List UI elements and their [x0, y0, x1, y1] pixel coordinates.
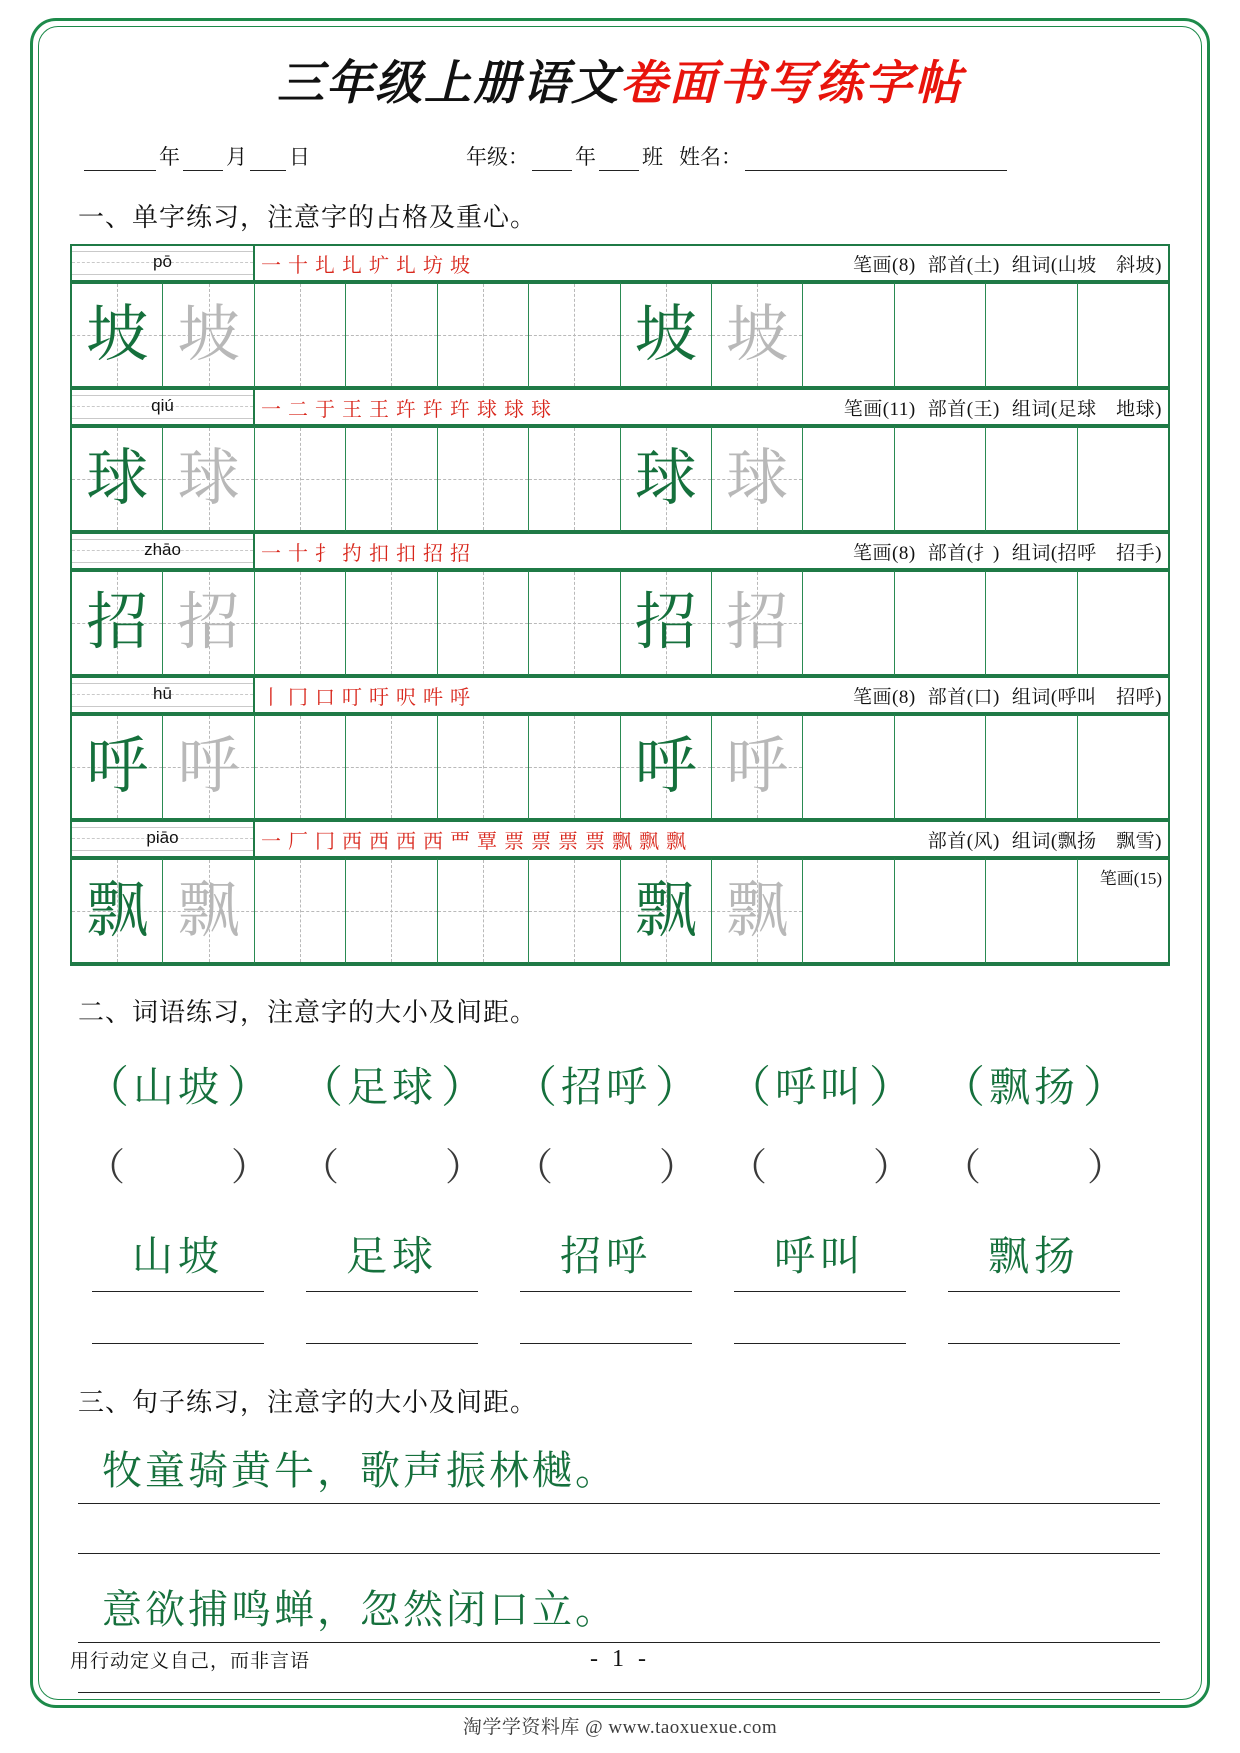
tianzige-cell[interactable] [621, 570, 712, 676]
word-practice-row-filled [78, 1051, 1170, 1115]
tianzige-cell[interactable] [1078, 426, 1168, 532]
tianzige-cell[interactable] [621, 714, 712, 820]
word-text: 招呼 [560, 1233, 652, 1279]
related-words-label: 组词(呼叫 招呼) [1011, 686, 1162, 708]
tianzige-cell[interactable] [346, 858, 437, 964]
stroke-step: 一 [261, 828, 281, 853]
stroke-count-label: 笔画(8) [853, 542, 916, 564]
model-character-solid: 招 [634, 589, 697, 657]
stroke-order-cell [255, 678, 841, 712]
word-text: 飘扬 [989, 1063, 1079, 1110]
stroke-step: 圠 [315, 252, 335, 277]
paren-open-icon: （ [299, 1063, 343, 1112]
character-grid-row [71, 425, 1169, 533]
model-character-solid: 坡 [86, 301, 149, 369]
word-underline-blank[interactable] [292, 1326, 492, 1344]
stroke-order-cell [255, 246, 841, 280]
paren-close-icon: ） [873, 1146, 912, 1189]
tianzige-cell[interactable] [72, 858, 163, 964]
character-grid-row [71, 281, 1169, 389]
stroke-step: 丨 [261, 684, 281, 709]
character-info-row [71, 389, 1169, 425]
stroke-step: 十 [288, 540, 308, 565]
stroke-step: 覀 [450, 828, 470, 853]
stroke-step: 票 [585, 828, 605, 853]
stroke-count-label: 笔画(11) [843, 398, 916, 420]
tianzige-cell[interactable] [163, 570, 254, 676]
tianzige-cell[interactable] [72, 426, 163, 532]
date-field[interactable] [84, 141, 313, 171]
tianzige-cell[interactable] [529, 426, 620, 532]
stroke-step: 飘 [639, 828, 659, 853]
page-content [70, 30, 1170, 1699]
tianzige-cell[interactable] [163, 858, 254, 964]
character-grid-cell [71, 569, 1169, 677]
stroke-step: 于 [315, 396, 335, 421]
stroke-step: 十 [288, 252, 308, 277]
model-character-solid: 飘 [634, 877, 697, 945]
character-info-cell [71, 821, 1169, 857]
stroke-step: 球 [504, 396, 524, 421]
year-label: 年 [159, 145, 180, 169]
paren-close-icon: ） [869, 1063, 913, 1112]
word-paren-filled [934, 1051, 1134, 1115]
tianzige-cell[interactable] [1078, 282, 1168, 388]
tianzige-cell[interactable] [438, 426, 529, 532]
word-blank-space[interactable] [720, 1326, 920, 1338]
word-text: 呼叫 [774, 1233, 866, 1279]
paren-close-icon: ） [1083, 1063, 1127, 1112]
tianzige-cell[interactable] [803, 858, 894, 964]
stroke-step: 二 [288, 396, 308, 421]
sentence-line-2b[interactable] [78, 1691, 1160, 1693]
word-text: 山坡 [133, 1063, 223, 1110]
tianzige-cell[interactable] [529, 282, 620, 388]
stroke-step: 厂 [288, 828, 308, 853]
stroke-step: 叮 [342, 684, 362, 709]
pinyin-box [72, 678, 255, 712]
tianzige-cell[interactable] [72, 282, 163, 388]
word-underline[interactable] [734, 1286, 906, 1292]
word-line-row-blank[interactable] [78, 1326, 1170, 1344]
paren-open-icon: （ [728, 1146, 767, 1189]
character-meta-info [841, 534, 1168, 568]
tianzige-cell[interactable] [346, 282, 437, 388]
paren-close-icon: ） [441, 1063, 485, 1112]
stroke-step: 票 [558, 828, 578, 853]
stroke-step: 冂 [315, 828, 335, 853]
word-blank-space[interactable] [934, 1326, 1134, 1338]
stroke-step: 圠 [396, 252, 416, 277]
character-meta-info [841, 678, 1168, 712]
character-info-row [71, 821, 1169, 857]
paren-open-icon: （ [513, 1063, 557, 1112]
word-underline-filled [506, 1223, 706, 1292]
model-character-solid: 飘 [86, 877, 149, 945]
tianzige-cell[interactable] [346, 426, 437, 532]
stroke-step: 飘 [612, 828, 632, 853]
tianzige-cell[interactable] [529, 858, 620, 964]
tianzige-cell[interactable] [712, 714, 803, 820]
stroke-step: 玝 [423, 396, 443, 421]
character-info-row [71, 245, 1169, 281]
word-paren-filled [506, 1051, 706, 1115]
sentence-text-1: 牧童骑黄牛，歌声振林樾。 [102, 1448, 618, 1493]
grade-field[interactable] [463, 141, 666, 171]
section-1-heading: 一、单字练习，注意字的占格及重心。 [78, 203, 538, 232]
word-underline-blank[interactable] [78, 1326, 278, 1344]
word-paren-blank[interactable] [506, 1137, 706, 1189]
grade-unit-label: 年 [575, 145, 596, 169]
tianzige-cell[interactable] [621, 282, 712, 388]
word-blank-space[interactable] [78, 1326, 278, 1338]
stroke-step: 扣 [396, 540, 416, 565]
word-practice-row-blank[interactable] [78, 1137, 1170, 1189]
tianzige-cell[interactable] [895, 858, 986, 964]
pinyin-text: zhāo [144, 540, 181, 559]
word-underline-filled [292, 1223, 492, 1292]
tianzige-cell[interactable] [712, 858, 803, 964]
word-blank-space[interactable] [292, 1326, 492, 1338]
footer-page-number: - 1 - [590, 1646, 650, 1672]
model-character-solid: 呼 [634, 733, 697, 801]
paren-open-icon: （ [514, 1146, 553, 1189]
stroke-step: 吁 [369, 684, 389, 709]
model-character-ghost: 球 [726, 445, 789, 513]
grade-label: 年级： [466, 145, 529, 169]
character-grid-cell [71, 713, 1169, 821]
tianzige-cell[interactable] [1078, 570, 1168, 676]
model-character-ghost: 坡 [177, 301, 240, 369]
paren-close-icon: ） [655, 1063, 699, 1112]
word-underline-filled [934, 1223, 1134, 1292]
tianzige-cell[interactable] [986, 714, 1077, 820]
model-character-ghost: 飘 [177, 877, 240, 945]
word-underline[interactable] [948, 1286, 1120, 1292]
tianzige-cell[interactable] [438, 714, 529, 820]
stroke-step: 一 [261, 540, 281, 565]
stroke-step: 飘 [666, 828, 686, 853]
word-paren-blank[interactable] [934, 1137, 1134, 1189]
word-text: 招呼 [561, 1063, 651, 1110]
character-info-cell [71, 389, 1169, 425]
word-paren-filled [292, 1051, 492, 1115]
word-underline-blank[interactable] [506, 1326, 706, 1344]
tianzige-cell[interactable] [895, 282, 986, 388]
stroke-step: 坊 [423, 252, 443, 277]
tianzige-cell[interactable] [712, 426, 803, 532]
paren-open-icon: （ [727, 1063, 771, 1112]
tianzige-cell[interactable] [529, 714, 620, 820]
tianzige-cell[interactable] [438, 282, 529, 388]
stroke-order-cell [255, 534, 841, 568]
stroke-step: 西 [423, 828, 443, 853]
model-character-solid: 呼 [86, 733, 149, 801]
tianzige-cell[interactable] [712, 282, 803, 388]
stroke-step: 圹 [369, 252, 389, 277]
radical-label: 部首(扌) [927, 542, 1000, 564]
stroke-step: 呎 [396, 684, 416, 709]
tianzige-cell[interactable] [986, 858, 1077, 964]
word-paren-blank[interactable] [292, 1137, 492, 1189]
tianzige-cell[interactable] [1078, 858, 1168, 964]
tianzige-cell[interactable] [72, 570, 163, 676]
pinyin-box [72, 390, 255, 424]
stroke-step: 玝 [450, 396, 470, 421]
tianzige-cell[interactable] [803, 282, 894, 388]
stroke-step: 吽 [423, 684, 443, 709]
stroke-order-cell [255, 822, 916, 856]
word-text: 足球 [346, 1233, 438, 1279]
radical-label: 部首(土) [927, 254, 1000, 276]
stroke-step: 呼 [450, 684, 470, 709]
word-underline-filled [78, 1223, 278, 1292]
page-footer [70, 1646, 1170, 1673]
radical-label: 部首(风) [927, 830, 1000, 852]
character-info-cell [71, 245, 1169, 281]
stroke-step: 票 [504, 828, 524, 853]
model-character-solid: 招 [86, 589, 149, 657]
stroke-step: 西 [369, 828, 389, 853]
paren-open-icon: （ [86, 1146, 125, 1189]
paren-open-icon: （ [300, 1146, 339, 1189]
related-words-label: 组词(招呼 招手) [1011, 542, 1162, 564]
word-underline-blank[interactable] [934, 1326, 1134, 1344]
character-meta-info [916, 822, 1168, 856]
pinyin-text: qiú [151, 396, 174, 415]
pinyin-text: hū [153, 684, 172, 703]
tianzige-cell[interactable] [621, 858, 712, 964]
tianzige-cell[interactable] [255, 858, 346, 964]
model-character-ghost: 招 [726, 589, 789, 657]
tianzige-cell[interactable] [346, 570, 437, 676]
model-character-ghost: 坡 [726, 301, 789, 369]
stroke-step: 扣 [369, 540, 389, 565]
paren-open-icon: （ [85, 1063, 129, 1112]
tianzige-cell[interactable] [986, 426, 1077, 532]
stroke-step: 扚 [342, 540, 362, 565]
related-words-label: 组词(飘扬 飘雪) [1011, 830, 1162, 852]
section-3-heading: 三、句子练习，注意字的大小及间距。 [78, 1388, 538, 1417]
word-paren-blank[interactable] [78, 1137, 278, 1189]
character-info-row [71, 677, 1169, 713]
stroke-step: 票 [531, 828, 551, 853]
character-info-cell [71, 677, 1169, 713]
word-underline-filled [720, 1223, 920, 1292]
stroke-step: 西 [396, 828, 416, 853]
word-paren-filled [720, 1051, 920, 1115]
paren-close-icon: ） [231, 1146, 270, 1189]
related-words-label: 组词(山坡 斜坡) [1011, 254, 1162, 276]
word-underline[interactable] [92, 1286, 264, 1292]
stroke-step: 一 [261, 396, 281, 421]
pinyin-text: piāo [146, 828, 179, 847]
tianzige-cell[interactable] [346, 714, 437, 820]
day-label: 日 [289, 145, 310, 169]
name-field[interactable] [676, 141, 1007, 171]
year-blank[interactable] [84, 147, 156, 171]
watermark-text: 淘学学资料库 @ www.taoxuexue.com [462, 1717, 778, 1738]
word-paren-blank[interactable] [720, 1137, 920, 1189]
tianzige-cell[interactable] [803, 714, 894, 820]
tianzige-cell[interactable] [255, 570, 346, 676]
tianzige-cell[interactable] [438, 570, 529, 676]
word-line-row-filled [78, 1223, 1170, 1292]
word-text: 足球 [347, 1063, 437, 1110]
class-blank[interactable] [599, 147, 639, 171]
tianzige-cell[interactable] [1078, 714, 1168, 820]
character-grid-cell [71, 425, 1169, 533]
stroke-count-label: 笔画(8) [853, 686, 916, 708]
tianzige-cell[interactable] [803, 570, 894, 676]
tianzige-cell[interactable] [712, 570, 803, 676]
character-grid-row [71, 857, 1169, 965]
name-label: 姓名： [679, 145, 742, 169]
paren-close-icon: ） [659, 1146, 698, 1189]
tianzige-cell[interactable] [621, 426, 712, 532]
tianzige-cell[interactable] [986, 570, 1077, 676]
stroke-step: 圠 [342, 252, 362, 277]
title-red-part: 卷面书写练字帖 [620, 58, 963, 110]
tianzige-cell[interactable] [163, 282, 254, 388]
student-info-line [70, 141, 1170, 171]
pinyin-box [72, 534, 255, 568]
tianzige-cell[interactable] [72, 714, 163, 820]
character-info-cell [71, 533, 1169, 569]
grade-blank[interactable] [532, 147, 572, 171]
paren-open-icon: （ [942, 1146, 981, 1189]
stroke-step: 球 [531, 396, 551, 421]
radical-label: 部首(王) [927, 398, 1000, 420]
tianzige-cell[interactable] [438, 858, 529, 964]
section-2-heading: 二、词语练习，注意字的大小及间距。 [78, 998, 538, 1027]
word-text: 呼叫 [775, 1063, 865, 1110]
sentence-line-1b[interactable] [78, 1552, 1160, 1554]
model-character-ghost: 呼 [177, 733, 240, 801]
pinyin-text: pō [153, 252, 172, 271]
month-blank[interactable] [183, 147, 223, 171]
character-grid-row [71, 713, 1169, 821]
stroke-step: 扌 [315, 540, 335, 565]
radical-label: 部首(口) [927, 686, 1000, 708]
paren-close-icon: ） [445, 1146, 484, 1189]
stroke-step: 覃 [477, 828, 497, 853]
paren-open-icon: （ [941, 1063, 985, 1112]
stroke-step: 球 [477, 396, 497, 421]
related-words-label: 组词(足球 地球) [1011, 398, 1162, 420]
title-black-part: 三年级上册语文 [277, 58, 620, 110]
stroke-step: 玝 [396, 396, 416, 421]
word-underline-blank[interactable] [720, 1326, 920, 1344]
model-character-ghost: 招 [177, 589, 240, 657]
stroke-step: 一 [261, 252, 281, 277]
tianzige-cell[interactable] [255, 426, 346, 532]
word-paren-filled [78, 1051, 278, 1115]
stroke-step: 坡 [450, 252, 470, 277]
paren-close-icon: ） [1087, 1146, 1126, 1189]
model-character-solid: 球 [634, 445, 697, 513]
word-text: 飘扬 [988, 1233, 1080, 1279]
tianzige-cell[interactable] [163, 426, 254, 532]
tianzige-cell[interactable] [895, 714, 986, 820]
model-character-solid: 坡 [634, 301, 697, 369]
stroke-step: 招 [423, 540, 443, 565]
tianzige-cell[interactable] [255, 714, 346, 820]
word-underline[interactable] [520, 1286, 692, 1292]
stroke-step: 王 [369, 396, 389, 421]
tianzige-cell[interactable] [255, 282, 346, 388]
class-unit-label: 班 [642, 145, 663, 169]
stroke-count-note: 笔画(15) [1099, 869, 1163, 888]
stroke-step: 西 [342, 828, 362, 853]
sentence-line-2a[interactable] [78, 1641, 1160, 1643]
stroke-step: 招 [450, 540, 470, 565]
stroke-step: 冂 [288, 684, 308, 709]
character-grid-row [71, 569, 1169, 677]
sentence-text-2: 意欲捕鸣蝉，忽然闭口立。 [102, 1587, 618, 1632]
character-grid-cell [71, 281, 1169, 389]
footer-motto: 用行动定义自己，而非言语 [70, 1651, 311, 1672]
paren-close-icon: ） [227, 1063, 271, 1112]
tianzige-cell[interactable] [986, 282, 1077, 388]
character-meta-info [841, 246, 1168, 280]
tianzige-cell[interactable] [895, 426, 986, 532]
character-practice-table [70, 244, 1170, 966]
character-grid-cell [71, 857, 1169, 965]
page-title [70, 46, 1170, 113]
tianzige-cell[interactable] [803, 426, 894, 532]
model-character-solid: 球 [86, 445, 149, 513]
tianzige-cell[interactable] [529, 570, 620, 676]
character-info-row [71, 533, 1169, 569]
word-underline[interactable] [306, 1286, 478, 1292]
stroke-step: 王 [342, 396, 362, 421]
name-blank[interactable] [745, 147, 1007, 171]
stroke-order-cell [255, 390, 832, 424]
day-blank[interactable] [250, 147, 286, 171]
tianzige-cell[interactable] [163, 714, 254, 820]
character-meta-info [832, 390, 1168, 424]
model-character-ghost: 球 [177, 445, 240, 513]
model-character-ghost: 飘 [726, 877, 789, 945]
word-text: 山坡 [132, 1233, 224, 1279]
pinyin-box [72, 246, 255, 280]
word-blank-space[interactable] [506, 1326, 706, 1338]
stroke-count-label: 笔画(8) [853, 254, 916, 276]
sentence-line-1a[interactable] [78, 1502, 1160, 1504]
month-label: 月 [226, 145, 247, 169]
model-character-ghost: 呼 [726, 733, 789, 801]
stroke-step: 口 [315, 684, 335, 709]
tianzige-cell[interactable] [895, 570, 986, 676]
pinyin-box [72, 822, 255, 856]
